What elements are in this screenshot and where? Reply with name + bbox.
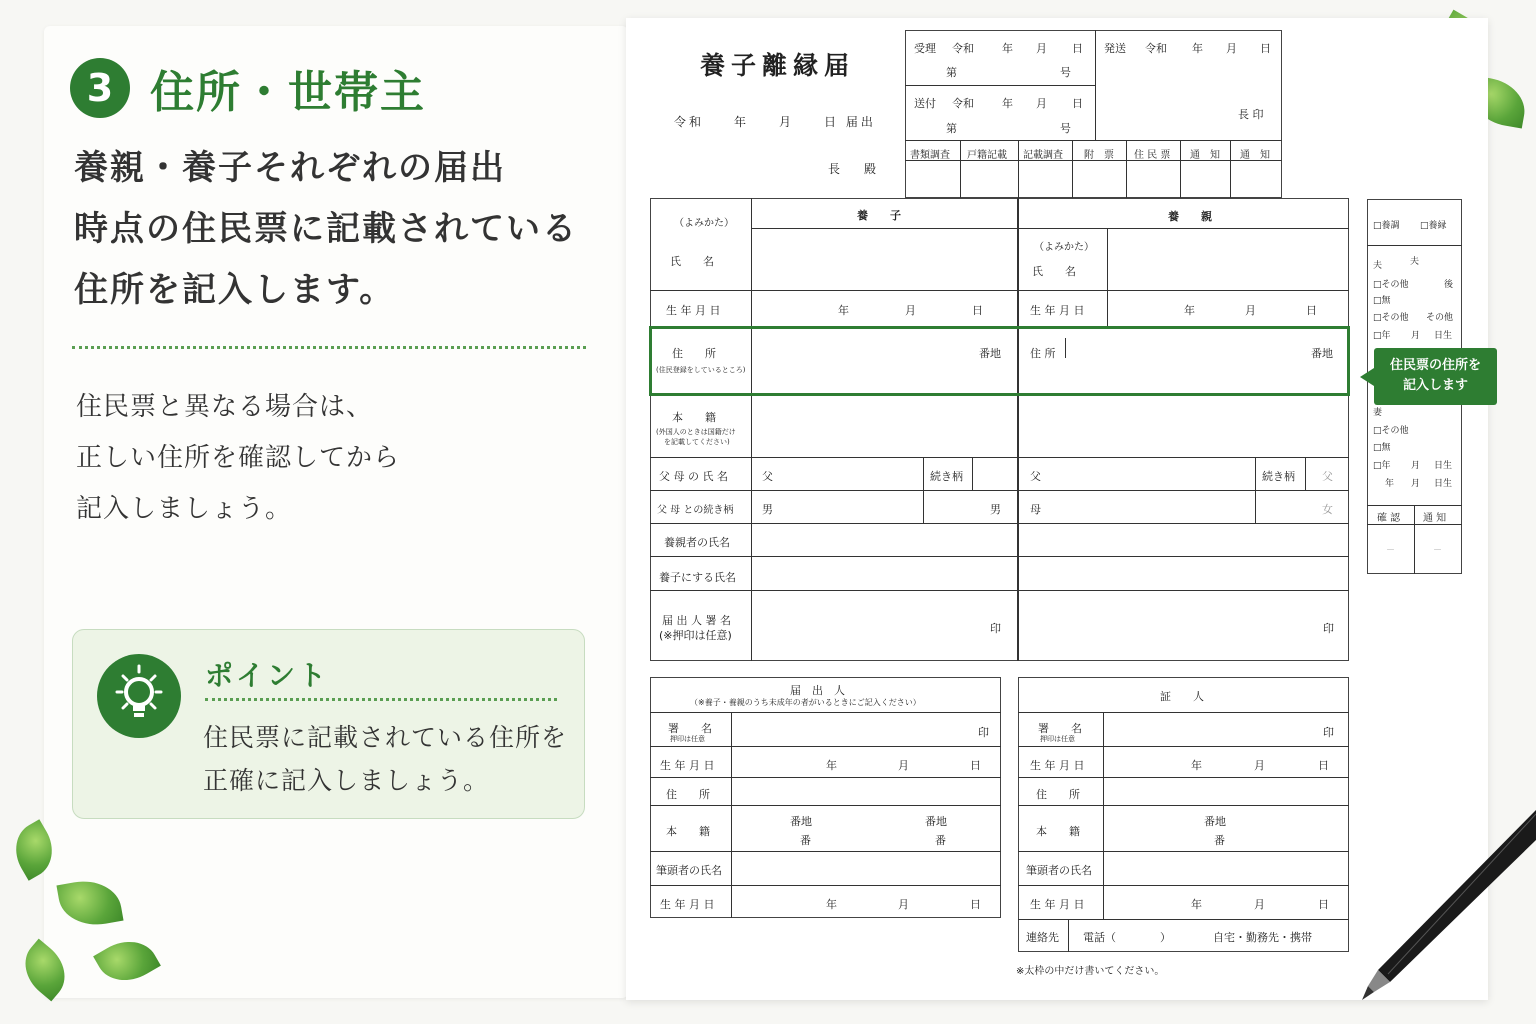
hi-label: 日 [1260,42,1271,55]
nen-label: 年 [1192,42,1203,55]
name-label: 氏 名 [670,255,714,268]
nen-label: 年 [826,759,837,772]
honseki-note: を記載してください) [664,438,730,446]
lead-text [74,138,578,321]
lead-line: 住所を記入します。 [74,270,396,310]
hitto-label: 筆頭者の氏名 [1026,864,1092,877]
lead-line: 時点の住民票に記載されている [74,209,578,249]
divider [72,346,586,349]
father-label: 父 [1322,470,1333,483]
side-check: □無 [1373,296,1391,306]
form-title: 養子離縁届 [700,51,856,80]
tsuki-label: 月 [1254,898,1265,911]
birthdate-label: 生 年 月 日 [1030,759,1085,772]
choin-label: 長 印 [1238,108,1264,121]
lightbulb-icon [97,654,181,738]
banchi-label: 番地 [979,347,1001,360]
signature-note: (※押印は任意) [659,629,732,642]
nen-label: 年 [1002,42,1013,55]
tsuki-label: 月 [898,759,909,772]
hi-label: 日 [1072,42,1083,55]
parents-relation-label: 父 母 との続き柄 [657,505,734,516]
yomikata-label: （よみかた） [674,218,734,229]
seal-label: 印 [1323,726,1334,739]
side-check: □その他 [1373,313,1409,323]
signature-label: 署 名 [668,722,712,735]
date-line: 令和 年 月 日 届出 [674,115,876,129]
banchi-label: 番地 [925,815,947,828]
birthdate-label: 生 年 月 日 [660,898,715,911]
dai-label: 第 [946,122,957,135]
honseki-label: 本 籍 [666,825,710,838]
address-note: (住民登録をしているところ) [656,366,746,374]
tsuki-label: 月 [1254,759,1265,772]
nen-label: 年 [1002,97,1013,110]
side-label: 夫 [1373,261,1383,271]
nen-label: 年 [1191,759,1202,772]
side-label: 妻 [1373,408,1383,418]
sofu-label: 送付 [914,97,936,110]
applicant-header: 届 出 人 [790,684,845,697]
banchi-label: 番地 [1311,347,1333,360]
go-label: 号 [1060,66,1071,79]
seal-note: 押印は任意 [670,735,705,743]
hasso-label: 発送 [1104,42,1126,55]
relation-label: 続き柄 [930,470,963,483]
honseki-label: 本 籍 [1036,825,1080,838]
parents-label: 父 母 の 氏 名 [659,470,728,483]
phone-type-label: 自宅・勤務先・携帯 [1213,931,1312,944]
side-label: － [1386,546,1396,556]
side-check: □その他 [1373,280,1409,290]
side-label: 夫 [1410,257,1420,267]
tsuki-label: 月 [1036,42,1047,55]
hitto-label: 筆頭者の氏名 [656,864,722,877]
sub-line: 記入しましょう。 [76,494,293,524]
check-label: 書類調査 [910,150,950,161]
check-label: 戸籍記載 [967,150,1007,161]
reiwa-label: 令和 [952,42,974,55]
father-label: 父 [762,470,773,483]
side-check: □無 [1373,443,1391,453]
witness-header: 証 人 [1160,690,1204,703]
point-line: 住民票に記載されている住所を [203,723,568,752]
address-label: 住 所 [672,347,716,360]
sub-line: 正しい住所を確認してから [76,443,401,473]
signature-label: 署 名 [1038,722,1082,735]
birthdate-label: 生 年 月 日 [1030,898,1085,911]
birthdate-label: 生 年 月 日 [660,759,715,772]
father-label: 父 [1030,470,1041,483]
male-label: 男 [990,503,1001,516]
callout-line: 記入します [1402,378,1468,393]
side-label: その他 [1426,313,1454,323]
tsuki-label: 月 [898,898,909,911]
male-label: 男 [762,503,773,516]
address-label: 住 所 [1036,788,1080,801]
check-label: 住 民 票 [1134,150,1171,161]
go-label: 号 [1060,122,1071,135]
pen-decoration [1350,800,1536,1010]
side-check: □養調 [1373,221,1400,231]
hi-label: 日 [970,759,981,772]
step-number-badge: 3 [70,58,130,118]
side-label: 後 [1444,280,1454,290]
lead-line: 養親・養子それぞれの届出 [74,148,506,188]
female-label: 女 [1322,503,1333,516]
point-text [203,716,567,802]
ban-label: 番 [1214,834,1225,847]
side-label: 通 知 [1423,513,1447,524]
seal-label: 印 [978,726,989,739]
point-box [72,629,585,819]
callout-address [1374,348,1497,405]
birthdate-label: 生 年 月 日 [1030,304,1085,317]
relation-label: 続き柄 [1262,470,1295,483]
hi-label: 日 [1072,97,1083,110]
check-label: 附 票 [1084,150,1114,161]
seal-label: 印 [1323,622,1334,635]
point-line: 正確に記入しましょう。 [203,766,490,795]
yoshimei-label: 養子にする氏名 [659,571,736,584]
applicant-note: （※養子・養親のうち未成年の者がいるときにご記入ください） [690,698,921,707]
hi-label: 日 [970,898,981,911]
seal-label: 印 [990,622,1001,635]
ban-label: 番 [800,834,811,847]
side-check: □その他 [1373,426,1409,436]
ban-label: 番 [935,834,946,847]
contact-label: 連絡先 [1026,931,1059,944]
nen-label: 年 [1191,898,1202,911]
yoshinsha-label: 養親者の氏名 [664,536,730,549]
side-label: 年 [1385,479,1395,489]
point-divider [205,698,557,701]
honseki-label: 本 籍 [672,411,716,424]
side-check: □養縁 [1420,221,1447,231]
hi-label: 日 [1306,304,1317,317]
tsuki-label: 月 [1245,304,1256,317]
nen-label: 年 [1184,304,1195,317]
hi-label: 日 [1318,898,1329,911]
side-label: 月 [1411,479,1421,489]
tsuki-label: 月 [905,304,916,317]
main-table [650,198,1349,661]
side-label: 日生 [1434,461,1453,471]
callout-line: 住民票の住所を [1389,358,1481,373]
step-title: 住所・世帯主 [150,67,426,118]
tsuki-label: 月 [1226,42,1237,55]
banchi-label: 番地 [1204,815,1226,828]
side-check: □年 [1373,461,1391,471]
banchi-label: 番地 [790,815,812,828]
nen-label: 年 [838,304,849,317]
address-label: 住 所 [1030,347,1056,360]
honseki-note: (外国人のときは国籍だけ [656,428,736,436]
birthdate-label: 生 年 月 日 [666,304,721,317]
check-label: 通 知 [1190,150,1220,161]
juri-label: 受理 [914,42,936,55]
yoshin-header: 養 親 [1168,210,1212,223]
seal-note: 押印は任意 [1040,735,1075,743]
yomikata-label: （よみかた） [1034,242,1094,253]
side-label: 月 [1411,331,1421,341]
side-label: 日生 [1434,479,1453,489]
side-label: － [1433,546,1443,556]
side-label: 月 [1411,461,1421,471]
mother-label: 母 [1030,503,1041,516]
hi-label: 日 [972,304,983,317]
address-highlight [649,326,1350,396]
address-label: 住 所 [666,788,710,801]
reiwa-label: 令和 [1145,42,1167,55]
check-label: 記載調査 [1023,150,1063,161]
side-label: 確 認 [1377,513,1401,524]
nen-label: 年 [826,898,837,911]
check-label: 通 知 [1240,150,1270,161]
name-label: 氏 名 [1032,265,1076,278]
signature-label: 届 出 人 署 名 [662,614,731,627]
side-check: □年 [1373,331,1391,341]
hi-label: 日 [1318,759,1329,772]
sub-text [76,382,400,535]
point-title: ポイント [205,659,330,692]
phone-label: 電話（ ） [1083,931,1171,944]
side-label: 日生 [1434,331,1453,341]
yoshi-header: 養 子 [857,209,901,222]
sub-line: 住民票と異なる場合は、 [76,392,374,422]
tsuki-label: 月 [1036,97,1047,110]
step-heading [70,56,426,120]
dono-label: 長 殿 [828,162,877,176]
dai-label: 第 [946,66,957,79]
reiwa-label: 令和 [952,97,974,110]
footer-note: ※太枠の中だけ書いてください。 [1016,966,1165,977]
